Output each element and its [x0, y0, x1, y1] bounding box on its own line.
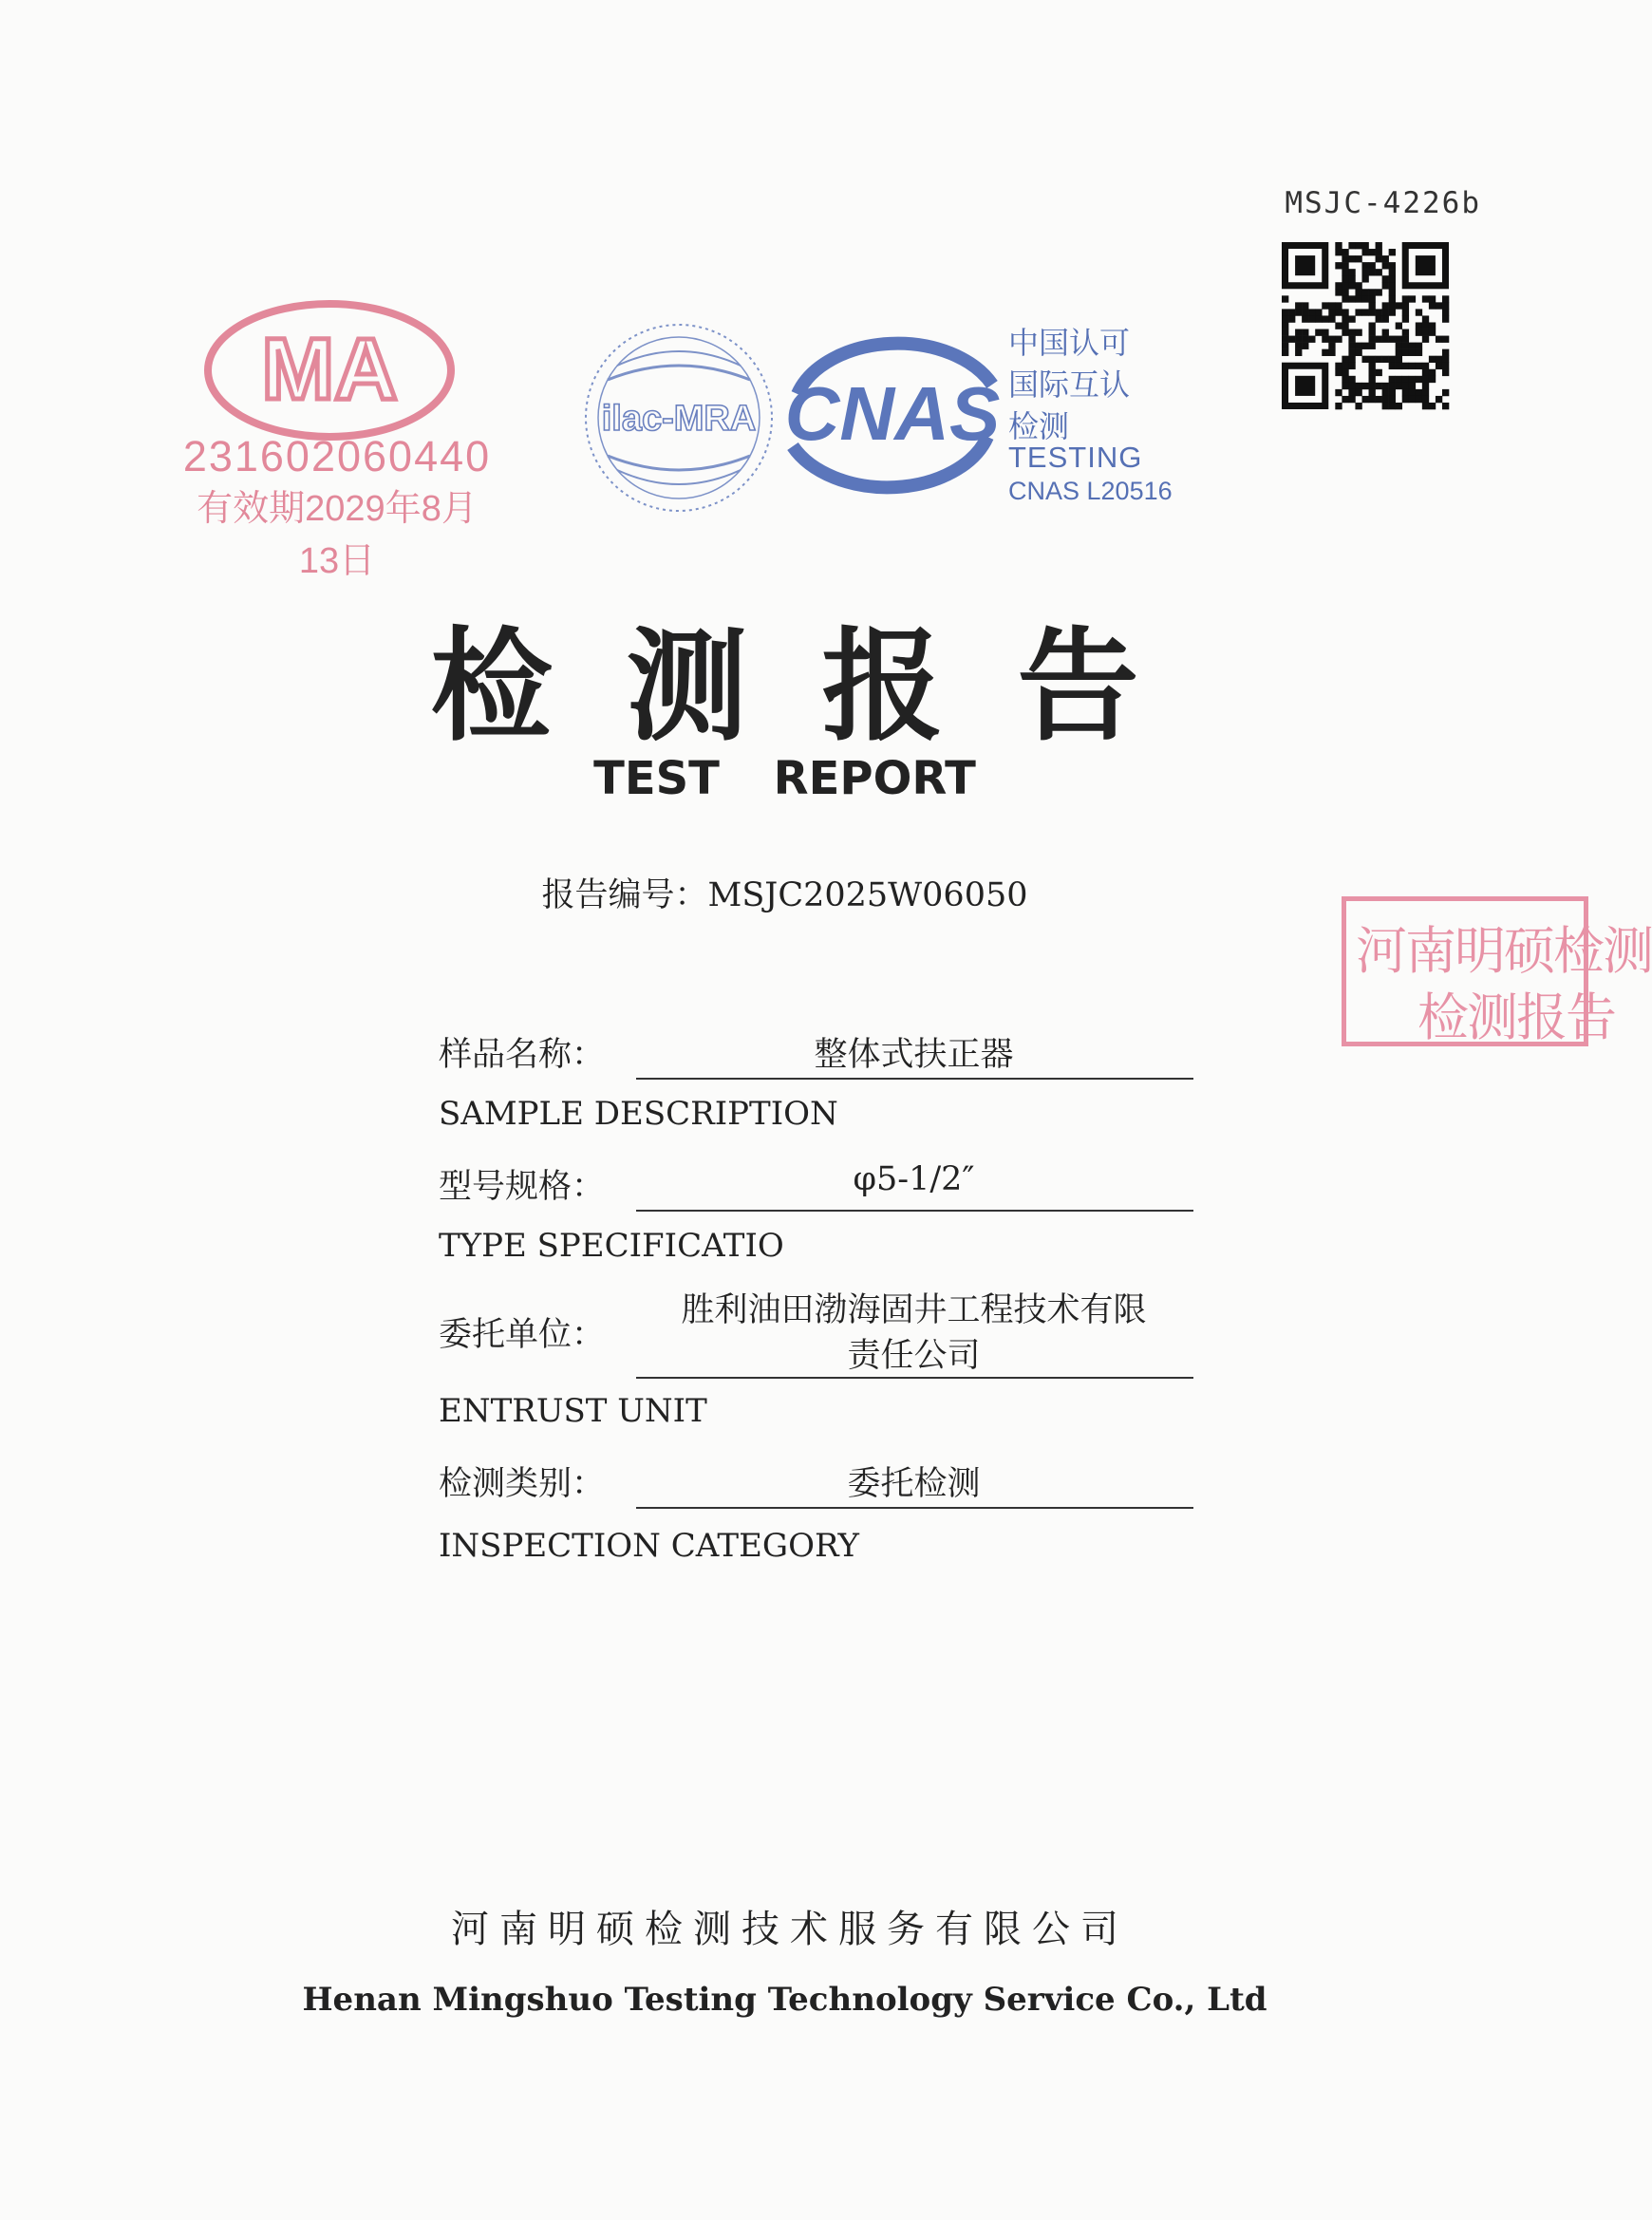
type-label: 型号规格：	[439, 1168, 606, 1206]
entrust-label: 委托单位：	[439, 1316, 606, 1354]
entrust-value-line-2: 责任公司	[847, 1337, 981, 1375]
category-underline	[636, 1507, 1193, 1509]
category-label: 检测类别：	[439, 1465, 606, 1503]
sample-underline	[636, 1078, 1193, 1080]
entrust-label-en: ENTRUST UNIT	[439, 1392, 707, 1430]
cnas-text-testing-cn: 检测	[1008, 409, 1070, 443]
category-value: 委托检测	[847, 1465, 981, 1503]
type-label-en: TYPE SPECIFICATIO	[439, 1227, 784, 1265]
stamp-line-1: 河南明硕检测	[1356, 923, 1652, 980]
cnas-logo	[779, 328, 1006, 503]
cnas-logo-text: CNAS	[784, 371, 1001, 456]
report-title-en: TEST REPORT	[593, 752, 976, 805]
cnas-text-china-accredited: 中国认可	[1008, 326, 1131, 360]
stamp-line-2: 检测报告	[1417, 989, 1615, 1046]
cma-logo-text: MA	[261, 321, 398, 418]
sample-label-en: SAMPLE DESCRIPTION	[439, 1095, 838, 1133]
entrust-underline	[636, 1377, 1193, 1379]
category-label-en: INSPECTION CATEGORY	[439, 1527, 859, 1565]
sample-label: 样品名称：	[439, 1036, 606, 1074]
cma-validity-date: 有效期2029年8月13日	[197, 489, 478, 581]
type-value: φ5-1/2″	[853, 1160, 975, 1198]
sample-value: 整体式扶正器	[814, 1036, 1014, 1074]
ilac-logo-text: ilac-MRA	[601, 399, 757, 439]
type-underline	[636, 1210, 1193, 1212]
ilac-mra-logo	[579, 318, 779, 517]
report-number: 报告编号：MSJC2025W06050	[541, 876, 1028, 914]
cma-seal-logo	[204, 299, 456, 442]
cnas-text-mutual-recognition: 国际互认	[1008, 367, 1131, 402]
qr-code	[1282, 242, 1449, 409]
document-code: MSJC-4226b	[1285, 186, 1481, 220]
entrust-value-line-1: 胜利油田渤海固井工程技术有限	[681, 1291, 1147, 1329]
cma-certificate-number: 231602060440	[182, 432, 492, 480]
company-stamp	[1342, 896, 1652, 1046]
company-name-en: Henan Mingshuo Testing Technology Service Co., Ltd	[302, 1981, 1267, 2019]
cnas-text-testing: TESTING	[1008, 441, 1143, 474]
report-title-cn: 检测报告	[430, 615, 1213, 758]
cnas-registration-number: CNAS L20516	[1008, 477, 1173, 505]
company-name-cn: 河南明硕检测技术服务有限公司	[451, 1908, 1129, 1951]
